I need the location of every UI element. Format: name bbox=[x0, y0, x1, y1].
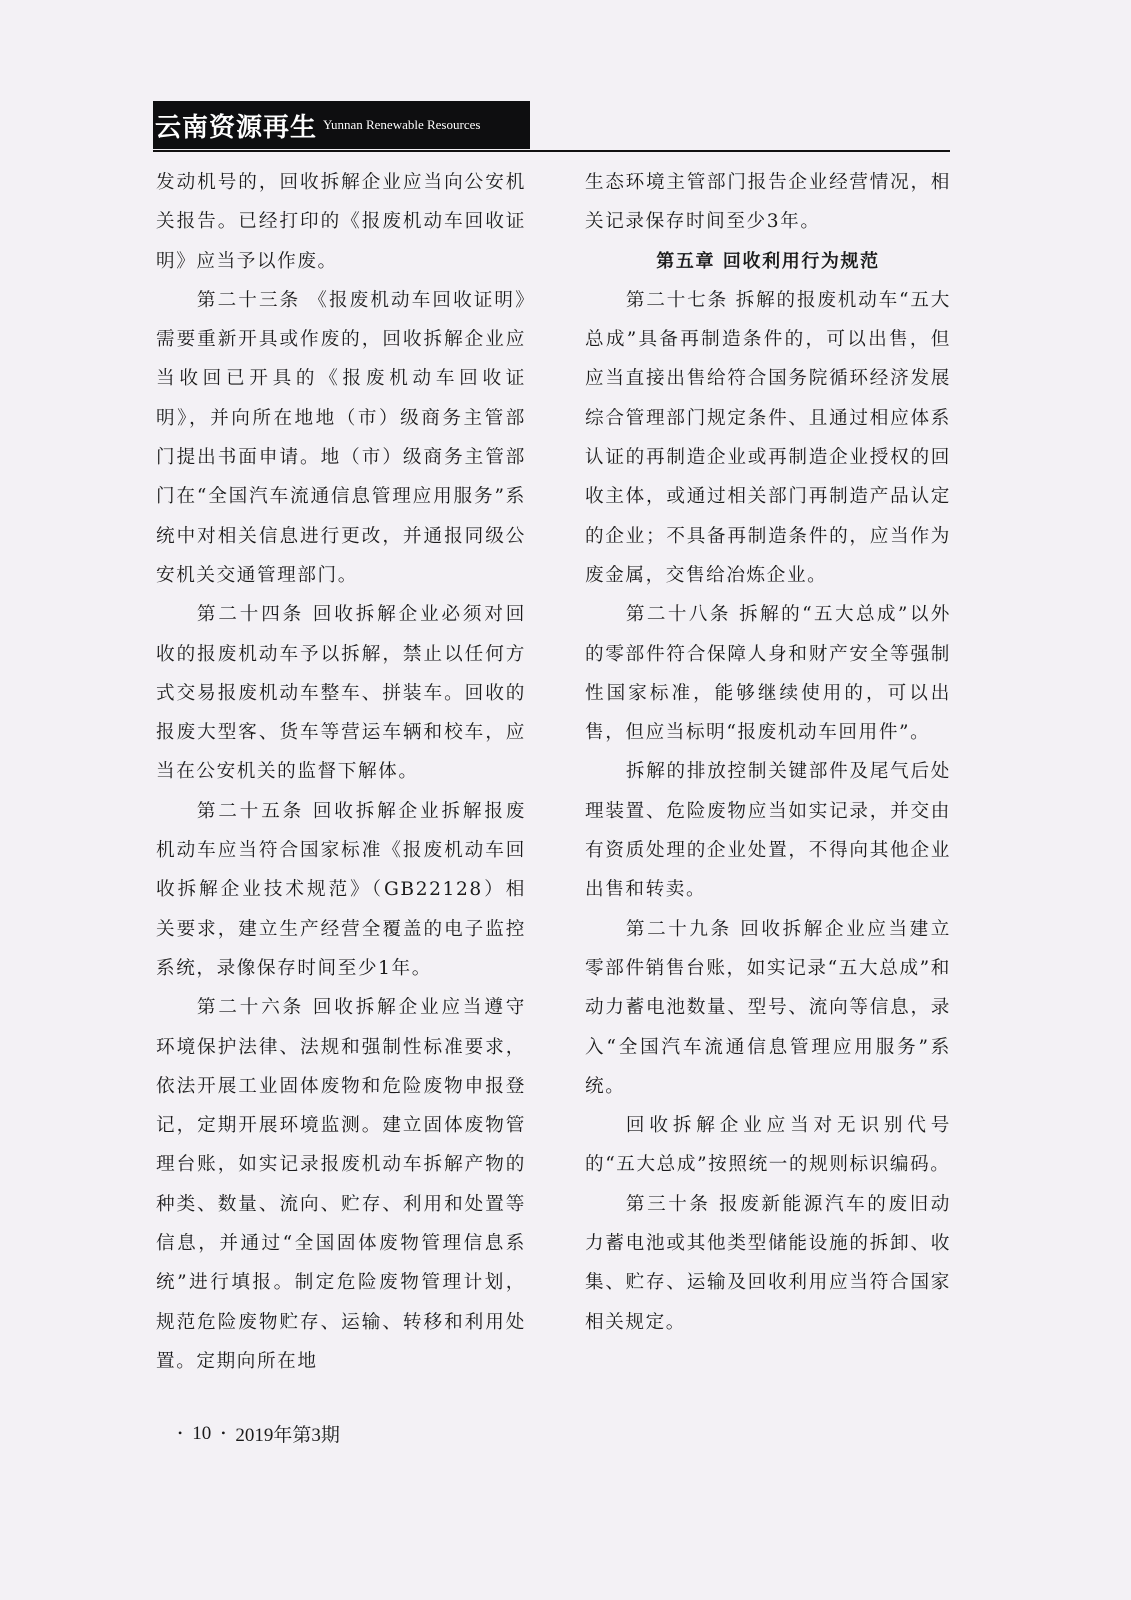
chapter-heading: 第五章 回收利用行为规范 bbox=[656, 250, 880, 272]
masthead bbox=[153, 101, 530, 149]
left-column bbox=[156, 163, 526, 1381]
issue-label: 2019年第3期 bbox=[235, 1425, 340, 1446]
paragraph: 发动机号的，回收拆解企业应当向公安机关报告。已经打印的《报废机动车回收证明》应当予以作废。 bbox=[156, 172, 526, 272]
article-28: 第二十八条 拆解的“五大总成”以外的零部件符合保障人身和财产安全等强制性国家标准，能够继续使用的，可以出售，但应当标明“报废机动车回用件”。 bbox=[585, 604, 951, 744]
masthead-title-cn: 云南资源再生 bbox=[155, 112, 318, 143]
header-rule bbox=[153, 150, 950, 152]
bullet-icon: • bbox=[221, 1426, 226, 1440]
paragraph: 拆解的排放控制关键部件及尾气后处理装置、危险废物应当如实记录，并交由有资质处理的企业处置，不得向其他企业出售和转卖。 bbox=[585, 761, 951, 901]
article-23: 第二十三条 《报废机动车回收证明》需要重新开具或作废的，回收拆解企业应当收回已开具的《报废机动车回收证明》，并向所在地地（市）级商务主管部门提出书面申请。地（市）级商务主管部门在“全国汽车流通信息管理应用服务”系统中对相关信息进行更改，并通报同级公安机关交通管理部门。 bbox=[156, 289, 526, 586]
article-30: 第三十条 报废新能源汽车的废旧动力蓄电池或其他类型储能设施的拆卸、收集、贮存、运输及回收利用应当符合国家相关规定。 bbox=[585, 1193, 951, 1333]
page-number: 10 bbox=[192, 1422, 212, 1444]
bullet-icon: • bbox=[178, 1426, 183, 1440]
article-26: 第二十六条 回收拆解企业应当遵守环境保护法律、法规和强制性标准要求，依法开展工业固体废物和危险废物申报登记，定期开展环境监测。建立固体废物管理台账，如实记录报废机动车拆解产物的种类、数量、流向、贮存、利用和处置等信息，并通过“全国固体废物管理信息系统”进行填报。制定危险废物管理计划，规范危险废物贮存、运输、转移和利用处置。定期向所在地 bbox=[156, 997, 526, 1372]
article-24: 第二十四条 回收拆解企业必须对回收的报废机动车予以拆解，禁止以任何方式交易报废机动车整车、拼装车。回收的报废大型客、货车等营运车辆和校车，应当在公安机关的监督下解体。 bbox=[156, 604, 526, 783]
paragraph: 生态环境主管部门报告企业经营情况，相关记录保存时间至少3年。 bbox=[585, 172, 951, 233]
article-25: 第二十五条 回收拆解企业拆解报废机动车应当符合国家标准《报废机动车回收拆解企业技术规范》（GB22128）相关要求，建立生产经营全覆盖的电子监控系统，录像保存时间至少1年。 bbox=[156, 800, 526, 979]
page-footer bbox=[178, 1420, 340, 1447]
masthead-title-en: Yunnan Renewable Resources bbox=[323, 117, 481, 132]
article-27: 第二十七条 拆解的报废机动车“五大总成”具备再制造条件的，可以出售，但应当直接出售给符合国务院循环经济发展综合管理部门规定条件、且通过相应体系认证的再制造企业或再制造企业授权的回收主体，或通过相关部门再制造产品认定的企业；不具备再制造条件的，应当作为废金属，交售给冶炼企业。 bbox=[585, 289, 951, 586]
paragraph: 回收拆解企业应当对无识别代号的“五大总成”按照统一的规则标识编码。 bbox=[585, 1115, 951, 1176]
article-29: 第二十九条 回收拆解企业应当建立零部件销售台账，如实记录“五大总成”和动力蓄电池数量、型号、流向等信息，录入“全国汽车流通信息管理应用服务”系统。 bbox=[585, 918, 951, 1097]
right-column bbox=[585, 163, 951, 1342]
